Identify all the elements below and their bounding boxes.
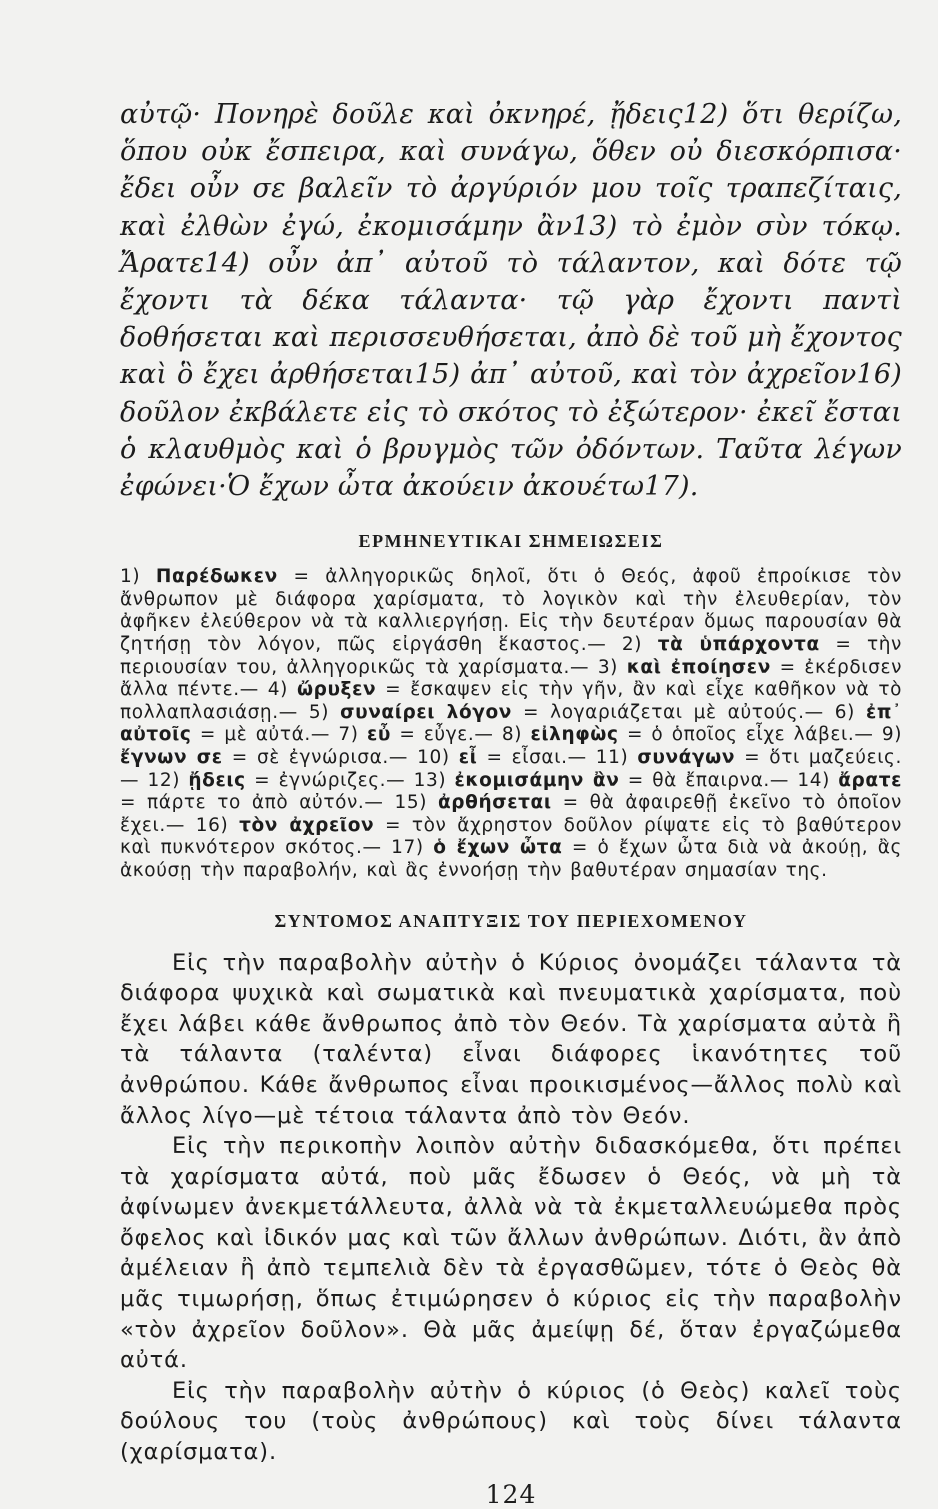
note-text: = εὖγε.— (399, 724, 494, 746)
note-number: 1) (120, 566, 141, 588)
note-number: 13) (413, 769, 447, 791)
note-term: ἔγνων σε (120, 746, 223, 768)
note-term: ὤρυξεν (296, 679, 377, 701)
note-text: = ὅτι μαζεύεις.— (120, 746, 902, 791)
note-item (414, 770, 789, 791)
note-text: = ἐγνώριζες.— (254, 769, 406, 791)
note-text: = ὁ ὁποῖος εἶχε λάβει.— (626, 724, 874, 746)
note-number: 7) (338, 724, 359, 746)
note-term: ὁ ἔχων ὦτα (433, 837, 563, 859)
note-number: 10) (417, 746, 450, 768)
note-number: 3) (597, 656, 619, 678)
note-number: 15) (394, 792, 428, 814)
note-term: τὸν ἀχρεῖον (239, 814, 375, 836)
note-number: 17) (391, 837, 424, 859)
note-text: = μὲ αὐτά.— (199, 724, 330, 746)
note-text: = ἀλληγορικῶς δηλοῖ, ὅτι ὁ Θεός, ἀφοῦ ἐπροίκισε τὸν ἄνθρωπον μὲ διάφορα χαρίσματα, τὸ λογικὸν καὶ τὴν ἐλευθερίαν, τὸν ἀφῆκεν ἐλεύθερον νὰ τὰ καλλιεργήσῃ. Εἰς τὴν δευτέραν ὅμως παρουσίαν θὰ ζητήσῃ τὸν λόγον, πῶς εἰργάσθη ἕκαστος.— (120, 566, 902, 656)
note-number: 16) (195, 814, 229, 836)
note-text: = σὲ ἐγνώρισα.— (231, 746, 409, 768)
summary-paragraph: Εἰς τὴν παραβολὴν αὐτὴν ὁ Κύριος ὀνομάζει τάλαντα τὰ διάφορα ψυχικὰ καὶ σωματικὰ καὶ πνευματικὰ χαρίσματα, ποὺ ἔχει λάβει κάθε ἄνθρωπος ἀπὸ τὸν Θεόν. Τὰ χαρίσματα αὐτὰ ἢ τὰ τάλαντα (ταλέντα) εἶναι διάφορες ἱκανότητες τοῦ ἀνθρώπου. Κάθε ἄνθρωπος εἶναι προικισμένος—ἄλλος πολὺ καὶ ἄλλος λίγο—μὲ τέτοια τάλαντα ἀπὸ τὸν Θεόν. (120, 949, 902, 1129)
notes-paragraph (120, 566, 902, 882)
note-term: εἰληφὼς (530, 724, 619, 746)
scripture-text: αὐτῷ· Πονηρὲ δοῦλε καὶ ὀκνηρέ, ᾔδεις12) ὅτι θερίζω, ὅπου οὐκ ἔσπειρα, καὶ συνάγω, ὅθεν οὐ διεσκόρπισα· ἔδει οὖν σε βαλεῖν τὸ ἀργύριόν μου τοῖς τραπεζίταις, καὶ ἐλθὼν ἐγώ, ἐκομισάμην ἂν13) τὸ ἐμὸν σὺν τόκῳ. Ἄρατε14) οὖν ἀπ᾽ αὐτοῦ τὸ τάλαντον, καὶ δότε τῷ ἔχοντι τὰ δέκα τάλαντα· τῷ γὰρ ἔχοντι παντὶ δοθήσεται καὶ περισσευθήσεται, ἀπὸ δὲ τοῦ μὴ ἔχοντος καὶ ὃ ἔχει ἀρθήσεται15) ἀπ᾽ αὐτοῦ, καὶ τὸν ἀχρεῖον16) δοῦλον ἐκβάλετε εἰς τὸ σκότος τὸ ἐξώτερον· ἐκεῖ ἔσται ὁ κλαυθμὸς καὶ ὁ βρυγμὸς τῶν ὀδόντων. Ταῦτα λέγων ἐφώνει·Ὁ ἔχων ὦτα ἀκούειν ἀκουέτω17). (120, 99, 902, 503)
page-number: 124 (485, 1479, 537, 1509)
note-number: 9) (881, 724, 903, 746)
note-term: ἀρθήσεται (437, 792, 552, 814)
note-item (502, 724, 874, 745)
note-text: = θὰ ἔπαιρνα.— (627, 769, 789, 791)
note-number: 5) (308, 701, 330, 723)
note-term: καὶ ἐποίησεν (626, 656, 771, 678)
note-text: = πάρτε το ἀπὸ αὐτόν.— (120, 792, 384, 814)
notes-heading: ΕΡΜΗΝΕΥΤΙΚΑΙ ΣΗΜΕΙΩΣΕΙΣ (358, 531, 664, 552)
note-term: ἐκομισάμην ἂν (454, 769, 620, 791)
note-term: εἶ (458, 746, 478, 768)
note-item (417, 747, 587, 768)
scripture-passage (120, 96, 902, 505)
note-number: 8) (501, 724, 523, 746)
note-term: συναίρει λόγον (340, 701, 512, 723)
note-text: = εἶσαι.— (486, 746, 587, 768)
note-term: εὖ (366, 724, 391, 746)
note-text: = ἐκέρδισεν ἄλλα πέντε.— (120, 656, 903, 701)
summary-heading: ΣΥΝΤΟΜΟΣ ΑΝΑΠΤΥΞΙΣ ΤΟΥ ΠΕΡΙΕΧΟΜΕΝΟΥ (274, 910, 748, 931)
note-text: = τὸν ἄχρηστον δοῦλον ρίψατε εἰς τὸ βαθύτερον καὶ πυκνότερον σκότος.— (120, 814, 902, 859)
note-item (309, 702, 824, 723)
content-summary (120, 948, 902, 1468)
note-number: 6) (834, 701, 855, 723)
note-term: ᾔδεις (188, 769, 246, 791)
note-number: 14) (797, 769, 830, 791)
note-term: Παρέδωκεν (155, 566, 278, 588)
explanatory-notes (120, 566, 902, 882)
note-term: ἄρατε (838, 769, 903, 791)
note-number: 4) (267, 679, 288, 701)
summary-paragraph: Εἰς τὴν περικοπὴν λοιπὸν αὐτὴν διδασκόμεθα, ὅτι πρέπει τὰ χαρίσματα αὐτά, ποὺ μᾶς ἔδωσεν ὁ Θεός, νὰ μὴ τὰ ἀφίνωμεν ἀνεκμετάλλευτα, ἀλλὰ νὰ τὰ ἐκμεταλλευώμεθα πρὸς ὄφελος καὶ ἰδικόν μας καὶ τῶν ἄλλων ἀνθρώπων. Διότι, ἂν ἀπὸ ἀμέλειαν ἢ ἀπὸ τεμπελιὰ δὲν τὰ ἐργασθῶμεν, τότε ὁ Θεὸς θὰ μᾶς τιμωρήσῃ, ὅπως ἐτιμώρησεν ὁ κύριος εἰς τὴν παραβολὴν «τὸν ἀχρεῖον δοῦλον». Θὰ μᾶς ἀμείψῃ δέ, ὅταν ἐργαζώμεθα αὐτά. (120, 1133, 902, 1374)
note-text: = τὴν περιουσίαν του, ἀλληγορικῶς τὰ χαρίσματα.— (120, 634, 902, 678)
note-item (147, 770, 405, 791)
note-text: = λογαριάζεται μὲ αὐτούς.— (523, 701, 824, 723)
note-number: 12) (147, 769, 181, 791)
note-item (338, 724, 493, 745)
note-number: 11) (595, 746, 629, 768)
note-text: = ἔσκαψεν εἰς τὴν γῆν, ἂν καὶ εἶχε καθῆκον νὰ τὸ πολλαπλασιάσῃ.— (120, 679, 903, 723)
note-term: ἐπ᾽ αὐτοῖς (120, 701, 902, 746)
note-term: τὰ ὑπάρχοντα (657, 634, 820, 656)
note-term: συνάγων (637, 746, 736, 768)
note-number: 2) (621, 634, 643, 656)
note-text: = ὁ ἔχων ὦτα διὰ νὰ ἀκούῃ, ἂς ἀκούσῃ τὴν παραβολήν, καὶ ἂς ἐννοήσῃ τὴν βαθυτέραν σημασίαν της. (120, 837, 903, 881)
note-text: = θὰ ἀφαιρεθῇ ἐκεῖνο τὸ ὁποῖον ἔχει.— (120, 792, 902, 836)
summary-paragraph: Εἰς τὴν παραβολὴν αὐτὴν ὁ κύριος (ὁ Θεὸς) καλεῖ τοὺς δούλους του (τοὺς ἀνθρώπους) καὶ τοὺς δίνει τάλαντα (χαρίσματα). (120, 1377, 902, 1466)
